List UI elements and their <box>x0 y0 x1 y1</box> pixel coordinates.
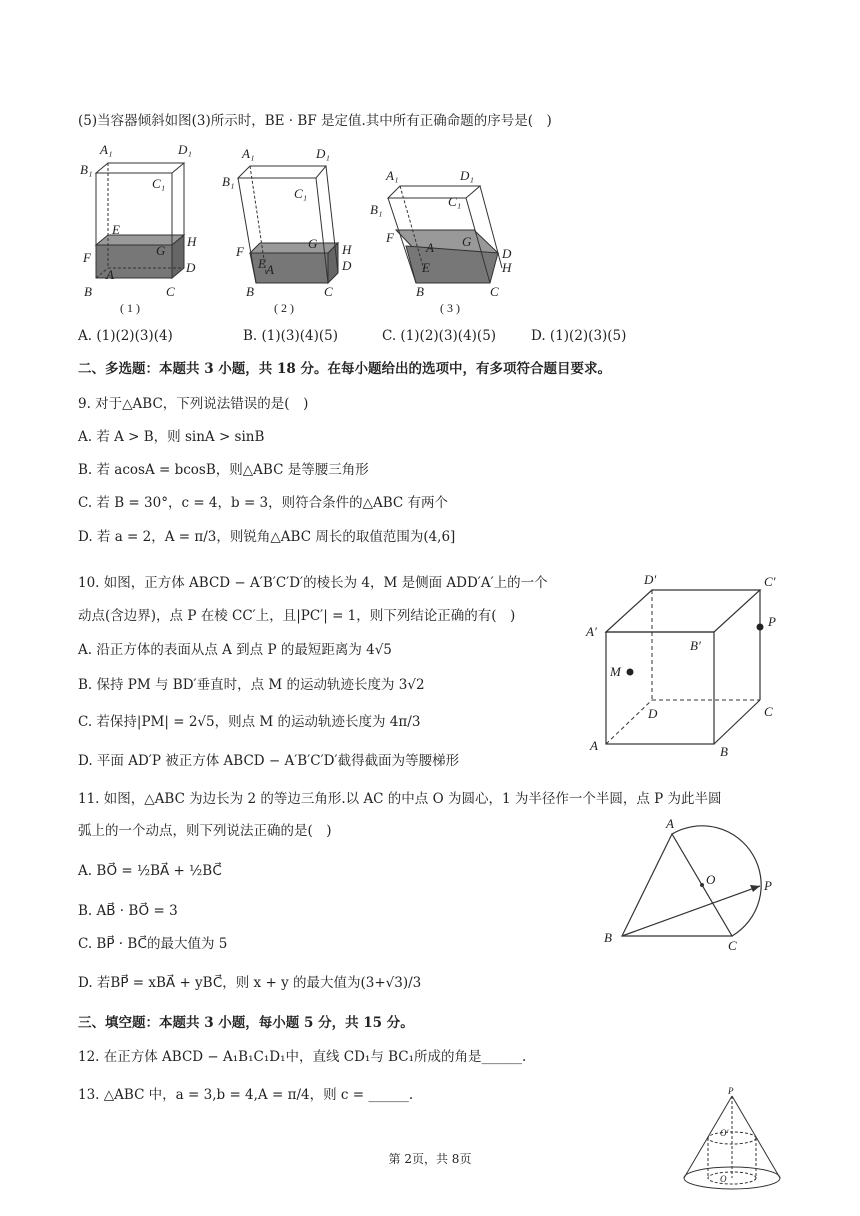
cone-label-o1: O′ <box>720 1128 729 1138</box>
cube-label-m: M <box>610 664 621 679</box>
fig3-label-c: C <box>490 284 499 299</box>
fig3-label-b: B <box>416 284 424 299</box>
fig3-label-c1: C₁ <box>448 194 462 209</box>
tri-label-c: C <box>728 938 737 953</box>
q13-text: 13. △ABC 中，a = 3,b = 4,A = π/4，则 c = ______. <box>78 1087 414 1103</box>
q13-cone-figure <box>676 1088 786 1200</box>
q8-option-c: C. (1)(2)(3)(4)(5) <box>382 328 497 344</box>
q8-figure-1 <box>80 142 197 315</box>
fig2-label-c1: C₁ <box>294 186 308 201</box>
fig1-label-b1: B₁ <box>80 162 93 177</box>
fig3-label-a1: A₁ <box>386 168 399 183</box>
cube-label-c: C <box>764 704 773 719</box>
fig1-label-b: B <box>84 284 92 299</box>
fig2-label-h: H <box>342 242 352 257</box>
fig3-label-g: G <box>462 234 472 249</box>
fig3-label-b1: B₁ <box>370 202 383 217</box>
q10-option-b: B. 保持 PM 与 BD′垂直时，点 M 的运动轨迹长度为 3√2 <box>78 677 425 693</box>
fig2-label-f: F <box>236 244 244 259</box>
fig2-label-d: D <box>342 258 352 273</box>
fig1-label-d1: D₁ <box>178 142 192 157</box>
q9-stem: 9. 对于△ABC，下列说法错误的是( ) <box>78 396 309 412</box>
fig1-label-a: A <box>106 267 114 282</box>
fig1-label-c: C <box>166 284 175 299</box>
q8-option-b: B. (1)(3)(4)(5) <box>243 328 338 344</box>
cube-label-d: D <box>648 706 658 721</box>
fig1-label-d: D <box>186 260 196 275</box>
q10-stem-line1: 10. 如图，正方体 ABCD − A′B′C′D′的棱长为 4，M 是侧面 ADD′A′上的一个 <box>78 575 548 591</box>
fig3-label-a: A <box>426 240 434 255</box>
tri-label-b: B <box>604 930 612 945</box>
q9-option-d: D. 若 a = 2，A = π/3，则锐角△ABC 周长的取值范围为(4,6] <box>78 529 456 545</box>
fig1-label-g: G <box>156 243 166 258</box>
q9-option-c: C. 若 B = 30°，c = 4，b = 3，则符合条件的△ABC 有两个 <box>78 495 449 511</box>
cone-label-p: P <box>728 1086 734 1096</box>
q9-option-b: B. 若 acosA = bcosB，则△ABC 是等腰三角形 <box>78 462 369 478</box>
fig3-label-d1: D₁ <box>460 168 474 183</box>
fig2-label-c: C <box>324 284 333 299</box>
q11-stem-line2: 弧上的一个动点，则下列说法正确的是( ) <box>78 823 332 839</box>
q11-option-a: A. BO⃗ = ½BA⃗ + ½BC⃗ <box>78 863 222 879</box>
fig1-label-h: H <box>187 234 197 249</box>
point-p <box>757 624 764 631</box>
q8-figure-2 <box>222 146 352 315</box>
q8-figure-3 <box>370 168 512 315</box>
cone-label-o: O <box>720 1174 727 1184</box>
q11-option-c: C. BP⃗ · BC⃗的最大值为 5 <box>78 936 228 952</box>
q11-stem-line1: 11. 如图，△ABC 为边长为 2 的等边三角形.以 AC 的中点 O 为圆心，1 为半径作一个半圆，点 P 为此半圆 <box>78 791 722 807</box>
q10-option-a: A. 沿正方体的表面从点 A 到点 P 的最短距离为 4√5 <box>78 642 392 658</box>
tri-label-p: P <box>764 878 772 893</box>
fig2-label-b1: B₁ <box>222 174 235 189</box>
fig1-label-c1: C₁ <box>152 176 166 191</box>
cube-label-b: B <box>720 744 728 759</box>
q10-cube-figure <box>580 570 790 760</box>
fig2-label-a: A <box>266 262 274 277</box>
cube-label-bp: B′ <box>690 638 701 653</box>
tri-label-a: A <box>666 816 674 831</box>
q12-text: 12. 在正方体 ABCD − A₁B₁C₁D₁中，直线 CD₁与 BC₁所成的角是______. <box>78 1049 527 1065</box>
cube-label-cp: C′ <box>764 574 776 589</box>
section-2-heading: 二、多选题：本题共 3 小题，共 18 分。在每小题给出的选项中，有多项符合题目要求。 <box>78 361 611 377</box>
q8-option-a: A. (1)(2)(3)(4) <box>78 328 173 344</box>
q11-triangle-figure <box>600 816 790 952</box>
cube-label-a: A <box>590 738 598 753</box>
fig2-label-g: G <box>308 236 318 251</box>
cube-label-p: P <box>768 614 776 629</box>
fig3-label-e: E <box>422 260 430 275</box>
fig1-label-a1: A₁ <box>100 142 113 157</box>
fig3-label-d: D <box>502 246 512 261</box>
q11-option-b: B. AB⃗ · BO⃗ = 3 <box>78 903 178 919</box>
q10-option-c: C. 若保持|PM| = 2√5，则点 M 的运动轨迹长度为 4π/3 <box>78 714 421 730</box>
cube-label-dp: D′ <box>644 572 657 587</box>
tri-label-o: O <box>706 872 716 887</box>
q9-option-a: A. 若 A > B，则 sinA > sinB <box>78 429 265 445</box>
fig3-label-f: F <box>386 230 394 245</box>
fig1-label-f: F <box>83 250 91 265</box>
q10-option-d: D. 平面 AD′P 被正方体 ABCD − A′B′C′D′截得截面为等腰梯形 <box>78 753 460 769</box>
fig2-label-a1: A₁ <box>242 146 255 161</box>
fig2-label-e: E <box>258 256 266 271</box>
cube-label-ap: A′ <box>586 624 597 639</box>
q10-stem-line2: 动点(含边界)，点 P 在棱 CC′上，且|PC′| = 1，则下列结论正确的有( ) <box>78 608 516 624</box>
q8-figure <box>78 138 518 318</box>
fig2-label-b: B <box>246 284 254 299</box>
section-3-heading: 三、填空题：本题共 3 小题，每小题 5 分，共 15 分。 <box>78 1015 414 1031</box>
q8-option-d: D. (1)(2)(3)(5) <box>531 328 627 344</box>
fig2-caption: ( 2 ) <box>274 301 294 315</box>
point-m <box>627 669 634 676</box>
fig3-caption: ( 3 ) <box>440 301 460 315</box>
fig2-label-d1: D₁ <box>316 146 330 161</box>
fig1-label-e: E <box>112 222 120 237</box>
fig1-caption: ( 1 ) <box>120 301 140 315</box>
q8-tail-text: (5)当容器倾斜如图(3)所示时，BE · BF 是定值.其中所有正确命题的序号是( ) <box>78 113 552 129</box>
page-footer: 第 2页，共 8页 <box>388 1152 472 1166</box>
fig3-label-h: H <box>502 260 512 275</box>
q11-option-d: D. 若BP⃗ = xBA⃗ + yBC⃗，则 x + y 的最大值为(3+√3)/3 <box>78 975 422 991</box>
